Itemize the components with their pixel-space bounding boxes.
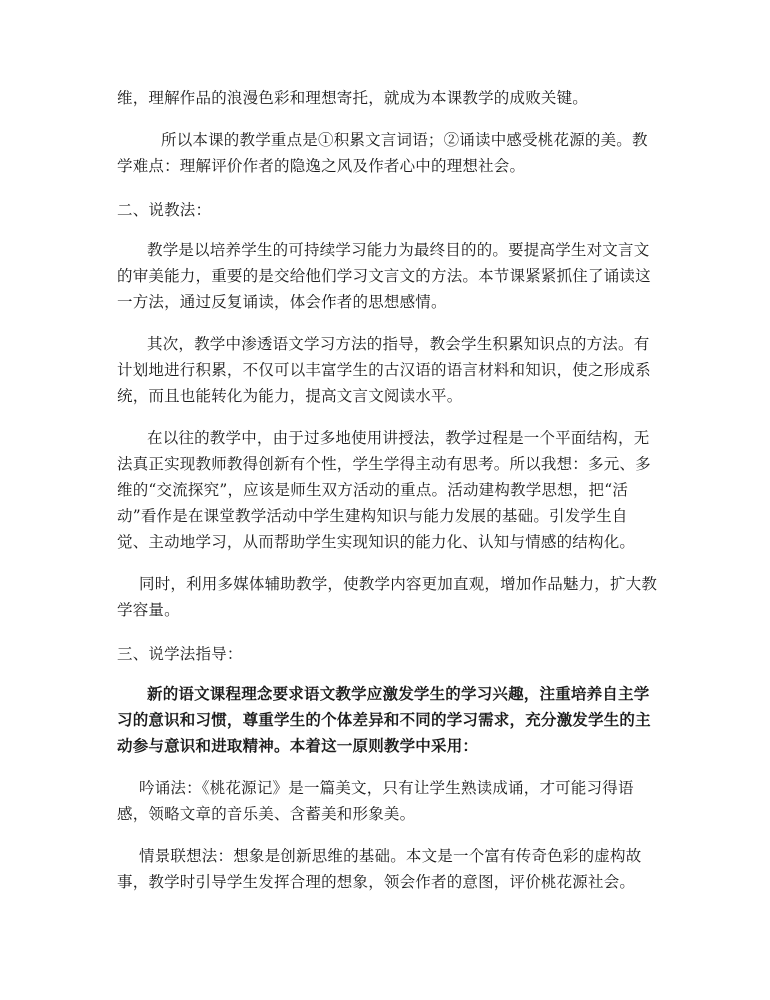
text-line: 所以本课的教学重点是①积累文言词语；②诵读中感受桃花源的美。教 [161, 131, 648, 149]
text-line: 习的意识和习惯，尊重学生的个体差异和不同的学习需求，充分激发学生的主 [117, 710, 651, 729]
text-line: 学容量。 [117, 601, 180, 619]
text-line: 在以往的教学中，由于过多地使用讲授法，教学过程是一个平面结构，无 [147, 429, 650, 447]
text-line: 吟诵法：《桃花源记》是一篇美文，只有让学生熟读成诵，才可能习得语 [139, 779, 634, 797]
text-line: 情景联想法：想象是创新思维的基础。本文是一个富有传奇色彩的虚构故 [139, 847, 642, 865]
text-line: 维，理解作品的浪漫色彩和理想寄托，就成为本课教学的成败关键。 [117, 89, 589, 107]
text-line: 新的语文课程理念要求语文教学应激发学生的学习兴趣，注重培养自主学 [147, 684, 650, 703]
text-line: 计划地进行积累，不仅可以丰富学生的古汉语的语言材料和知识，使之形成系 [117, 361, 651, 379]
text-line: 统，而且也能转化为能力，提高文言文阅读水平。 [117, 387, 463, 405]
text-line: 的审美能力，重要的是交给他们学习文言文的方法。本节课紧紧抓住了诵读这 [117, 267, 651, 285]
text-line: 学难点：理解评价作者的隐逸之风及作者心中的理想社会。 [117, 157, 526, 175]
text-line: 动”看作是在课堂教学活动中学生建构知识与能力发展的基础。引发学生自 [117, 507, 628, 525]
text-line: 法真正实现教师教得创新有个性，学生学得主动有思考。所以我想：多元、多 [117, 455, 651, 473]
text-line: 同时，利用多媒体辅助教学，使教学内容更加直观，增加作品魅力，扩大教 [139, 575, 658, 593]
text-line: 教学是以培养学生的可持续学习能力为最终目的的。要提高学生对文言文 [147, 241, 650, 259]
text-line: 二、说教法： [117, 201, 212, 219]
text-line: 觉、主动地学习，从而帮助学生实现知识的能力化、认知与情感的结构化。 [117, 533, 636, 551]
text-line: 维的“交流探究”，应该是师生双方活动的重点。活动建构教学思想，把“活 [117, 481, 629, 499]
text-line: 事，教学时引导学生发挥合理的想象，领会作者的意图，评价桃花源社会。 [117, 873, 636, 891]
text-line: 其次，教学中渗透语文学习方法的指导，教会学生积累知识点的方法。有 [147, 335, 650, 353]
text-line: 动参与意识和进取精神。本着这一原则教学中采用： [117, 736, 479, 755]
text-line: 感，领略文章的音乐美、含蓄美和形象美。 [117, 805, 416, 823]
text-line: 一方法，通过反复诵读，体会作者的思想感情。 [117, 293, 447, 311]
text-line: 三、说学法指导： [117, 645, 243, 663]
